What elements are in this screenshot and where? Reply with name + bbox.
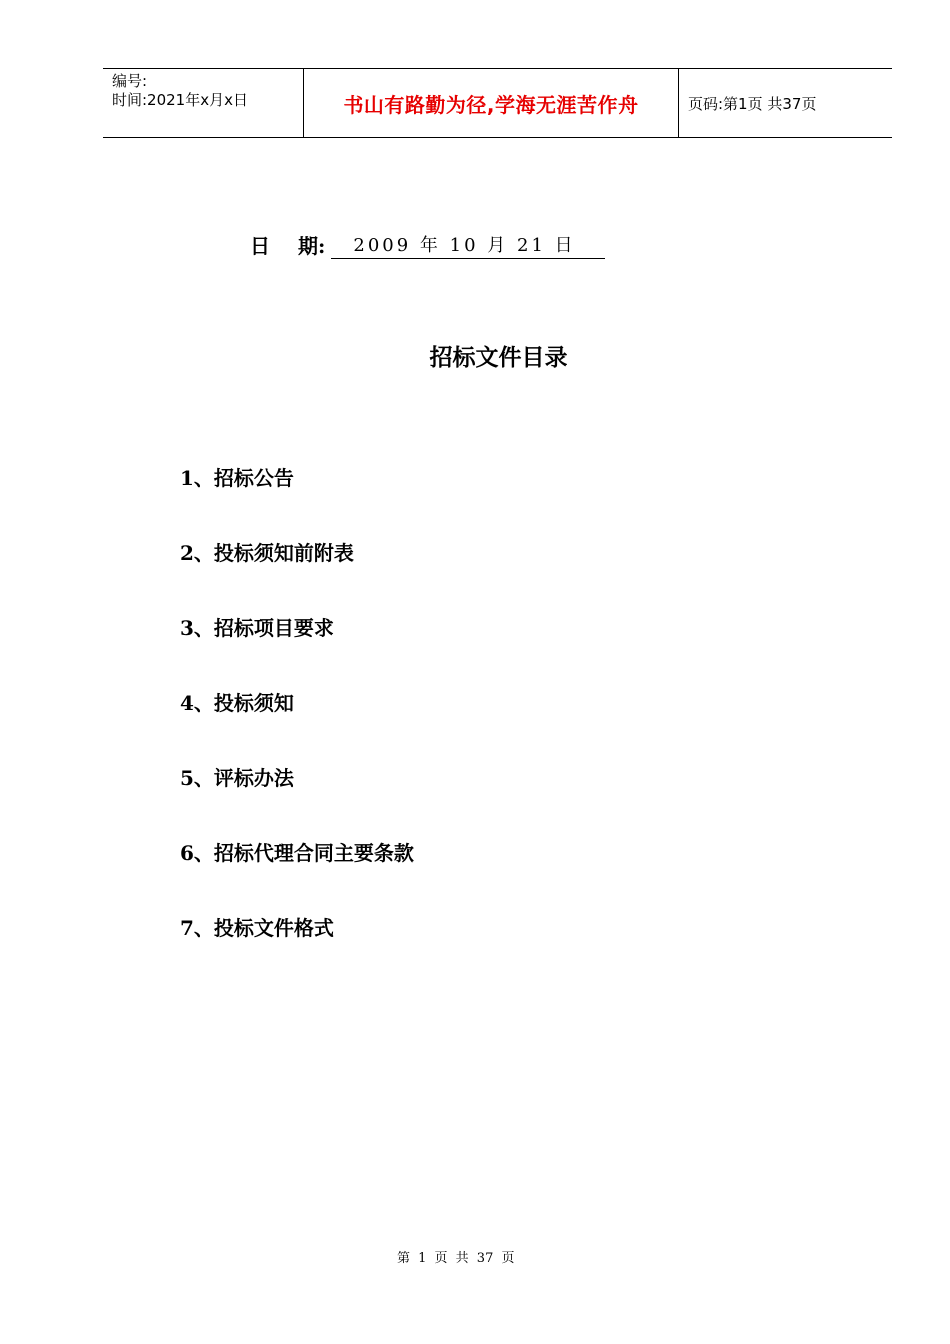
toc-list bbox=[180, 463, 414, 988]
date-label bbox=[250, 230, 325, 259]
document-time-label: 时间:2021年x月x日 bbox=[112, 91, 248, 109]
date-label-part1: 日 bbox=[250, 234, 270, 258]
header-page-cell bbox=[679, 69, 892, 137]
toc-title: 招标文件目录 bbox=[429, 344, 568, 371]
page-header bbox=[103, 68, 892, 138]
toc-item: 3、招标项目要求 bbox=[180, 616, 334, 640]
document-number-label: 编号: bbox=[112, 72, 148, 90]
date-label-part2: 期: bbox=[298, 234, 326, 258]
page-footer: 第 1 页 共 37 页 bbox=[397, 1251, 515, 1266]
toc-item: 7、投标文件格式 bbox=[180, 916, 334, 940]
header-motto: 书山有路勤为径,学海无涯苦作舟 bbox=[343, 92, 639, 117]
header-meta-cell bbox=[103, 69, 304, 137]
toc-item: 2、投标须知前附表 bbox=[180, 541, 354, 565]
toc-item: 5、评标办法 bbox=[180, 766, 294, 790]
toc-item: 4、投标须知 bbox=[180, 691, 294, 715]
date-value: 2009 年 10 月 21 日 bbox=[331, 231, 605, 259]
toc-item: 6、招标代理合同主要条款 bbox=[180, 841, 414, 865]
header-motto-cell bbox=[304, 69, 679, 137]
date-row bbox=[250, 229, 605, 259]
header-page-info: 页码:第1页 共37页 bbox=[688, 94, 817, 113]
toc-item: 1、招标公告 bbox=[180, 466, 294, 490]
